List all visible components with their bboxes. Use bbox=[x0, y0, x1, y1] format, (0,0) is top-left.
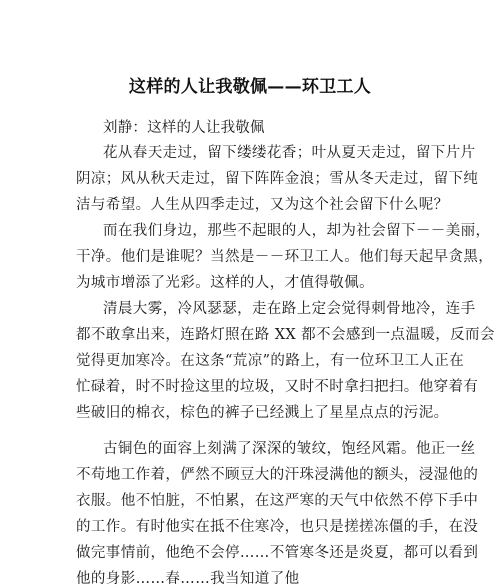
body-line: 洁与希望。人生从四季走过，又为这个社会留下什么呢？ bbox=[76, 197, 449, 213]
byline: 刘静：这样的人让我敬佩 bbox=[103, 120, 265, 136]
document-title: 这样的人让我敬佩——环卫工人 bbox=[128, 77, 372, 97]
body-line: 觉得更加寒冷。在这条“荒凉”的路上，有一位环卫工人正在 bbox=[76, 353, 465, 369]
body-line: 他的身影……春……我当知道了他 bbox=[76, 571, 300, 587]
body-line: 的工作。有时他实在抵不住寒冷，也只是搓搓冻僵的手，在没 bbox=[76, 519, 479, 535]
body-line: 都不敢拿出来，连路灯照在路 XX 都不会感到一点温暖，反而会 bbox=[76, 327, 495, 343]
body-line: 花从春天走过，留下缕缕花香；叶从夏天走过，留下片片 bbox=[103, 145, 476, 161]
body-line: 衣服。他不怕脏，不怕累，在这严寒的天气中依然不停下手中 bbox=[76, 493, 479, 509]
body-line: 不苟地工作着，俨然不顾豆大的汗珠浸满他的额头，浸湿他的 bbox=[76, 467, 479, 483]
body-line: 而在我们身边，那些不起眼的人，却为社会留下－－美丽， bbox=[103, 223, 491, 239]
body-line: 古铜色的面容上刻满了深深的皱纹，饱经风霜。他正一丝 bbox=[103, 441, 476, 457]
body-line: 为城市增添了光彩。这样的人，才值得敬佩。 bbox=[76, 275, 374, 291]
body-line: 些破旧的棉衣，棕色的裤子已经溅上了星星点点的污泥。 bbox=[76, 405, 449, 421]
body-line: 忙碌着，时不时捡这里的垃圾，又时不时拿扫把扫。他穿着有 bbox=[76, 379, 479, 395]
body-line: 干净。他们是谁呢？当然是－－环卫工人。他们每天起早贪黑， bbox=[76, 249, 494, 265]
body-line: 做完事情前，他绝不会停……不管寒冬还是炎夏，都可以看到 bbox=[76, 545, 479, 561]
body-line: 阴凉；风从秋天走过，留下阵阵金浪；雪从冬天走过，留下纯 bbox=[76, 171, 479, 187]
body-line: 清晨大雾，冷风瑟瑟，走在路上定会觉得刺骨地冷，连手 bbox=[103, 301, 476, 317]
